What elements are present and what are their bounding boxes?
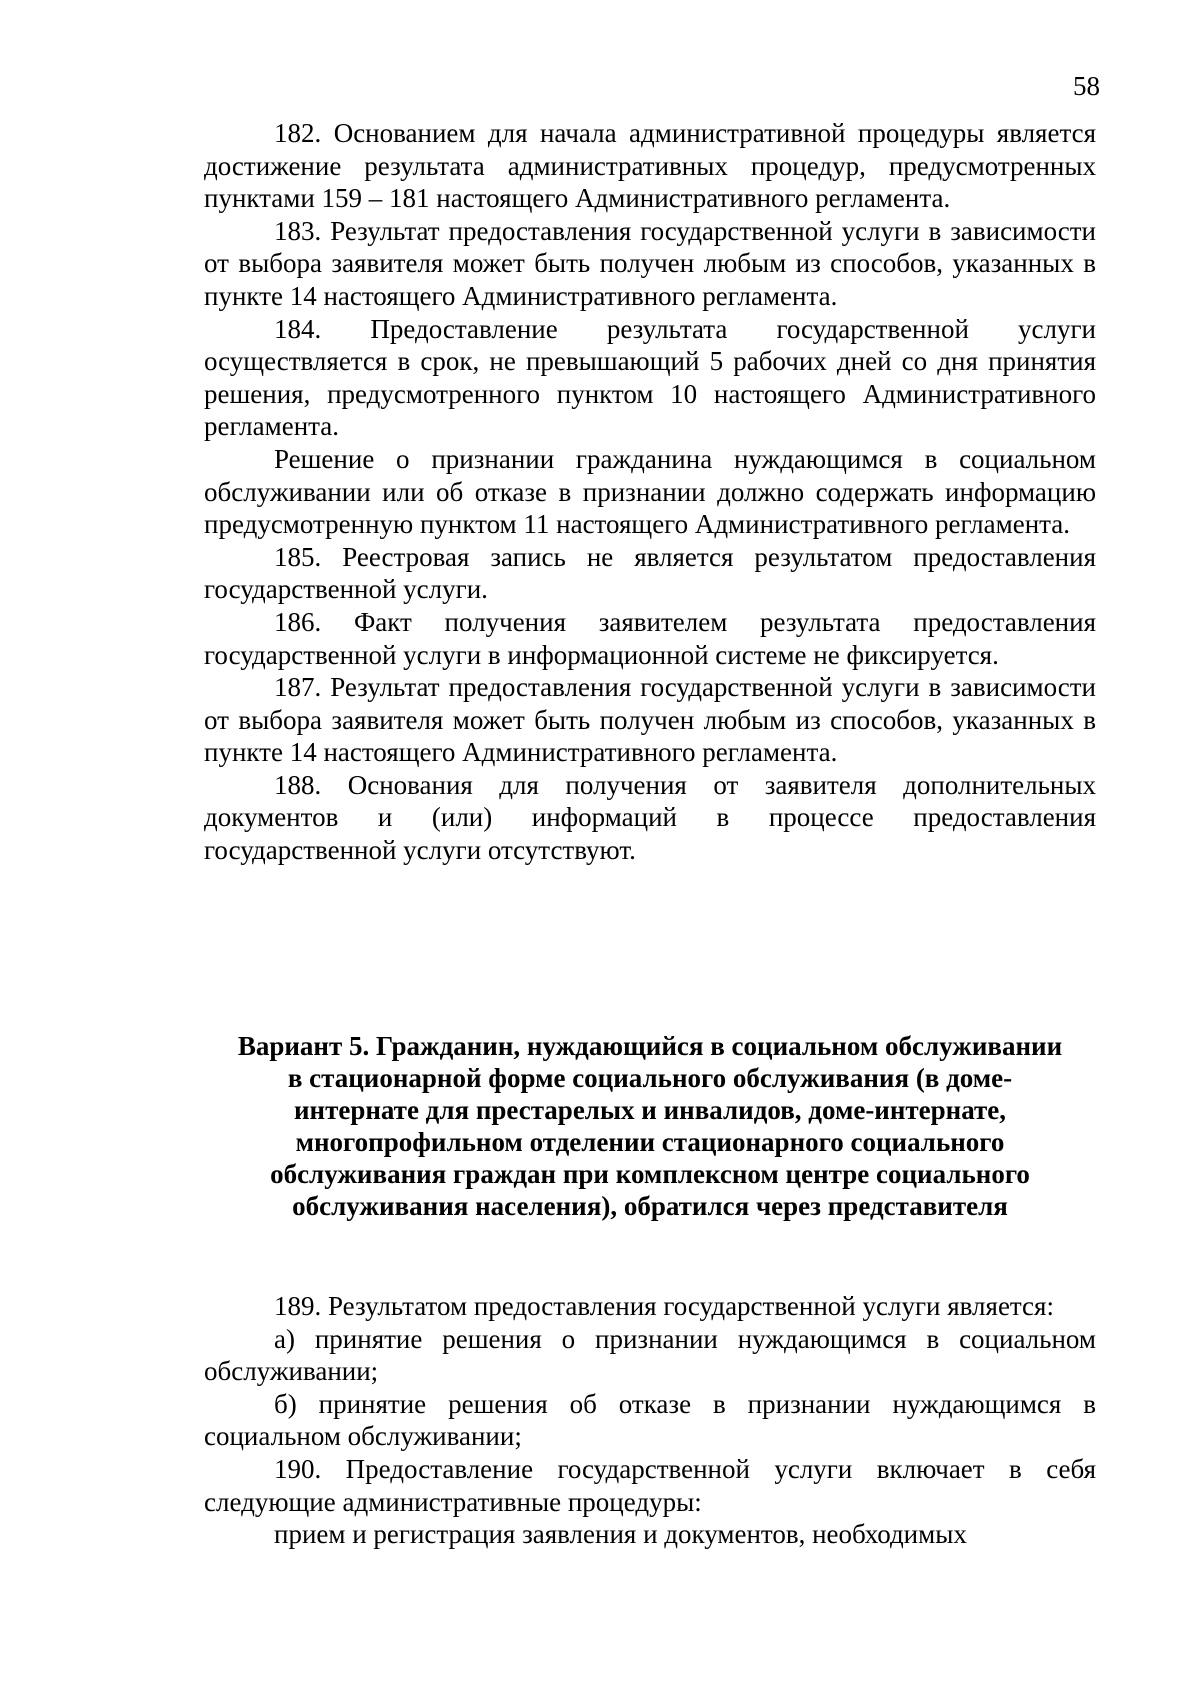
paragraph-184: 184. Предоставление результата государственной услуги осуществляется в срок, не превышающий 5 рабочих дней со дня принятия решения, предусмотренного пунктом 10 настоящего Административного регламента. [204,313,1096,442]
section-heading-line: многопрофильном отделении стационарного социального [295,1127,1005,1157]
paragraph-185: 185. Реестровая запись не является результатом предоставления государственной услуги. [204,541,1096,605]
paragraph-184-decision: Решение о признании гражданина нуждающимся в социальном обслуживании или об отказе в признании должно содержать информацию предусмотренную пунктом 11 настоящего Административного регламента. [204,443,1096,540]
section-heading-line: в стационарной форме социального обслуживания (в доме- [287,1063,1013,1093]
section-heading [204,1030,1096,1222]
page-number: 58 [1073,71,1100,101]
body-text-lower [204,1290,1096,1551]
paragraph-189: 189. Результатом предоставления государственной услуги является: [274,1291,1054,1321]
paragraph-187: 187. Результат предоставления государственной услуги в зависимости от выбора заявителя может быть получен любым из способов, указанных в пункте 14 настоящего Административного регламента. [204,672,1096,768]
paragraph-186: 186. Факт получения заявителем результата предоставления государственной услуги в информационной системе не фиксируется. [204,606,1096,670]
paragraph-189-a: а) принятие решения о признании нуждающимся в социальном обслуживании; [204,1323,1096,1387]
paragraph-189-b: б) принятие решения об отказе в признании нуждающимся в социальном обслуживании; [204,1388,1096,1452]
paragraph-190-item: прием и регистрация заявления и документов, необходимых [274,1519,967,1550]
section-heading-line: обслуживания граждан при комплексном центре социального [270,1159,1030,1189]
paragraph-182: 182. Основанием для начала административной процедуры является достижение результата административных процедур, предусмотренных пунктами 159 – 181 настоящего Административного регламента. [204,118,1096,214]
paragraph-190: 190. Предоставление государственной услуги включает в себя следующие административные процедуры: [204,1453,1096,1517]
section-heading-line: интернате для престарелых и инвалидов, доме-интернате, [293,1095,1007,1125]
section-heading-line: обслуживания населения), обратился через представителя [292,1191,1008,1221]
paragraph-183: 183. Результат предоставления государственной услуги в зависимости от выбора заявителя может быть получен любым из способов, указанных в пункте 14 настоящего Административного регламента. [204,215,1096,311]
paragraph-188: 188. Основания для получения от заявителя дополнительных документов и (или) информаций в процессе предоставления государственной услуги отсутствуют. [204,769,1096,866]
section-heading-line: Вариант 5. Гражданин, нуждающийся в социальном обслуживании [237,1031,1063,1061]
body-text-top [204,117,1096,867]
